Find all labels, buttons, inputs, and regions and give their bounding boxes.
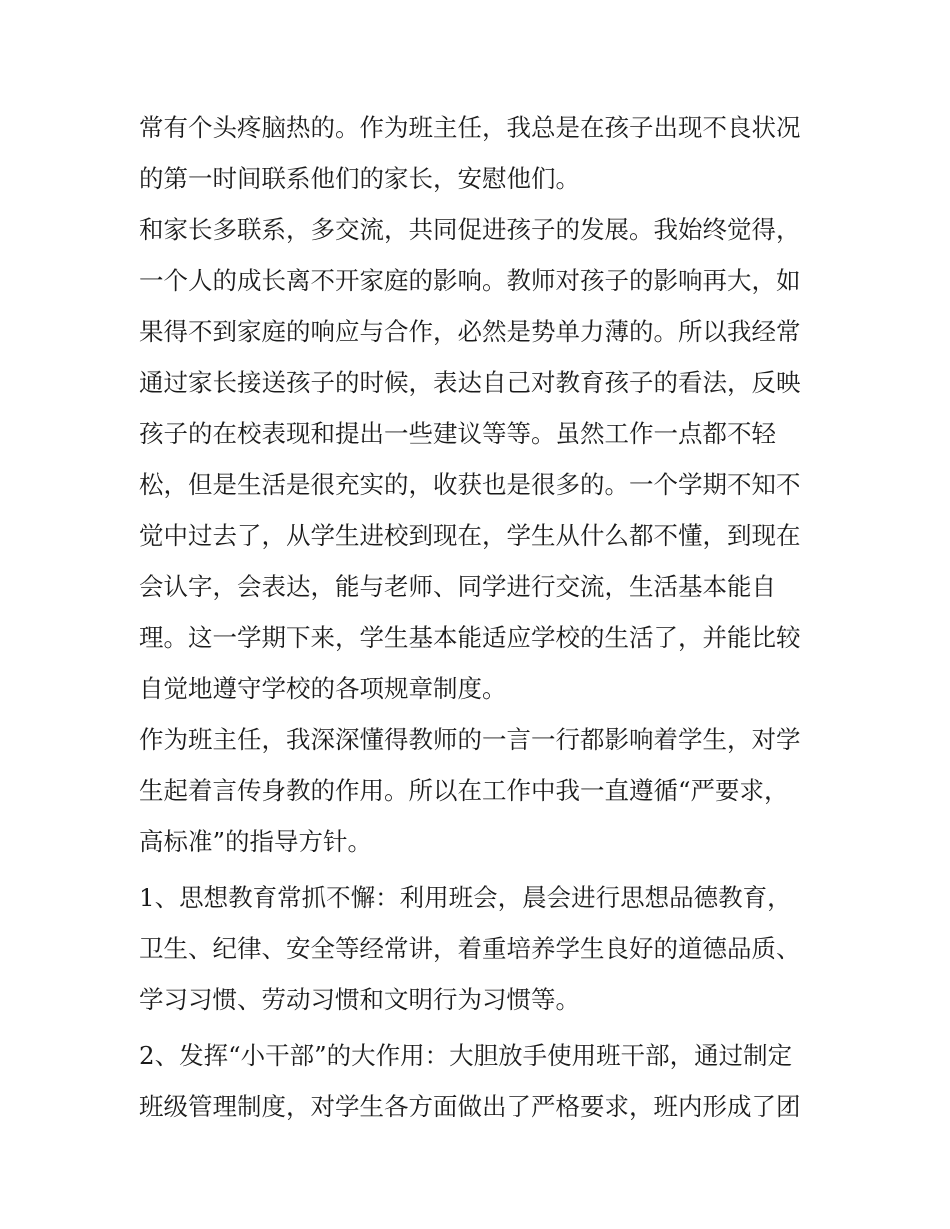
text-line: 作为班主任，我深深懂得教师的一言一行都影响着学生，对学 [139, 725, 801, 754]
text-line: 觉中过去了，从学生进校到现在，学生从什么都不懂，到现在 [139, 521, 801, 550]
text-line: 1、思想教育常抓不懈：利用班会，晨会进行思想品德教育， [139, 883, 792, 912]
text-line: 2、发挥“小干部”的大作用：大胆放手使用班干部，通过制定 [139, 1041, 793, 1070]
text-line: 果得不到家庭的响应与合作，必然是势单力薄的。所以我经常 [139, 317, 801, 346]
text-line: 卫生、纪律、安全等经常讲，着重培养学生良好的道德品质、 [139, 934, 801, 963]
text-line: 自觉地遵守学校的各项规章制度。 [139, 674, 507, 703]
text-line: 松，但是生活是很充实的，收获也是很多的。一个学期不知不 [139, 470, 801, 499]
document-body [139, 102, 829, 1132]
text-line: 班级管理制度，对学生各方面做出了严格要求，班内形成了团 [139, 1092, 801, 1121]
text-line: 会认字，会表达，能与老师、同学进行交流，生活基本能自 [139, 572, 776, 601]
text-line: 孩子的在校表现和提出一些建议等等。虽然工作一点都不轻 [139, 419, 776, 448]
text-line: 高标准”的指导方针。 [139, 827, 373, 856]
text-line: 和家长多联系，多交流，共同促进孩子的发展。我始终觉得， [139, 215, 801, 244]
text-line: 学习习惯、劳动习惯和文明行为习惯等。 [139, 985, 580, 1014]
text-line: 一个人的成长离不开家庭的影响。教师对孩子的影响再大，如 [139, 266, 801, 295]
text-line: 通过家长接送孩子的时候，表达自己对教育孩子的看法，反映 [139, 368, 801, 397]
text-line: 的第一时间联系他们的家长，安慰他们。 [139, 164, 580, 193]
text-line: 生起着言传身教的作用。所以在工作中我一直遵循“严要求， [139, 776, 789, 805]
text-line: 理。这一学期下来，学生基本能适应学校的生活了，并能比较 [139, 623, 801, 652]
text-line: 常有个头疼脑热的。作为班主任，我总是在孩子出现不良状况 [139, 113, 801, 142]
